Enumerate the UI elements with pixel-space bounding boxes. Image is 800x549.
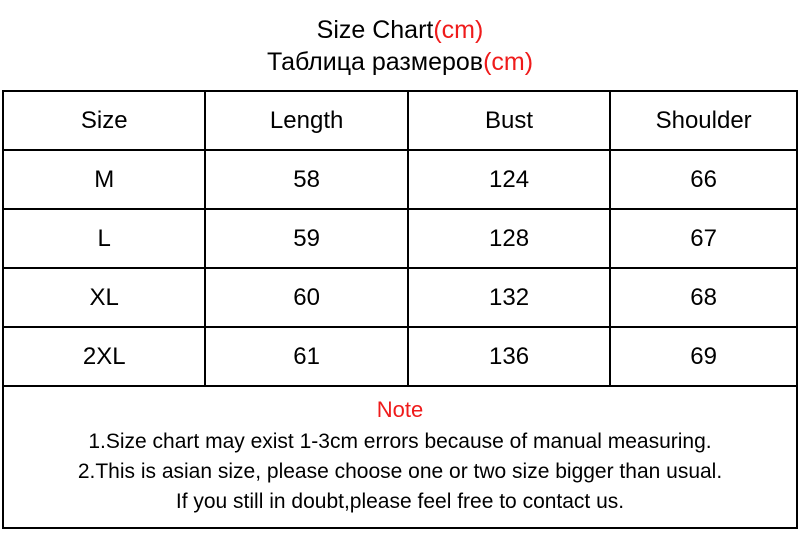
cell-bust: 128 <box>408 209 610 268</box>
note-line-2: 2.This is asian size, please choose one or two size bigger than usual. <box>77 460 723 483</box>
cell-shoulder: 66 <box>610 150 796 209</box>
cell-length: 61 <box>205 327 407 385</box>
cell-shoulder: 68 <box>610 268 796 327</box>
note-line-1: 1.Size chart may exist 1-3cm errors because of manual measuring. <box>88 430 712 453</box>
title-russian-main: Таблица размеров <box>266 48 484 76</box>
cell-length: 58 <box>205 150 407 209</box>
cell-bust: 136 <box>408 327 610 385</box>
cell-shoulder: 69 <box>610 327 796 385</box>
table-header-cell-bust: Bust <box>408 92 610 150</box>
cell-size: L <box>4 209 205 268</box>
cell-size: 2XL <box>4 327 205 385</box>
cell-size: XL <box>4 268 205 327</box>
table-header-cell-shoulder: Shoulder <box>610 92 796 150</box>
table-header-row <box>4 92 796 150</box>
size-table <box>4 92 796 385</box>
title-english-unit: (cm) <box>433 16 484 44</box>
title-russian-unit: (cm) <box>483 48 534 76</box>
table-row <box>4 327 796 385</box>
title-block <box>0 0 800 78</box>
cell-length: 59 <box>205 209 407 268</box>
cell-bust: 124 <box>408 150 610 209</box>
table-row <box>4 150 796 209</box>
size-table-container <box>2 90 798 387</box>
cell-length: 60 <box>205 268 407 327</box>
title-line-russian <box>0 46 800 78</box>
title-english-main: Size Chart <box>316 16 434 44</box>
cell-shoulder: 67 <box>610 209 796 268</box>
title-line-english <box>0 14 800 46</box>
table-header-cell-size: Size <box>4 92 205 150</box>
note-line-3: If you still in doubt,please feel free to contact us. <box>175 490 625 513</box>
cell-size: M <box>4 150 205 209</box>
cell-bust: 132 <box>408 268 610 327</box>
note-title: Note <box>376 397 424 422</box>
table-header-cell-length: Length <box>205 92 407 150</box>
note-block <box>2 387 798 529</box>
table-row <box>4 268 796 327</box>
table-row <box>4 209 796 268</box>
